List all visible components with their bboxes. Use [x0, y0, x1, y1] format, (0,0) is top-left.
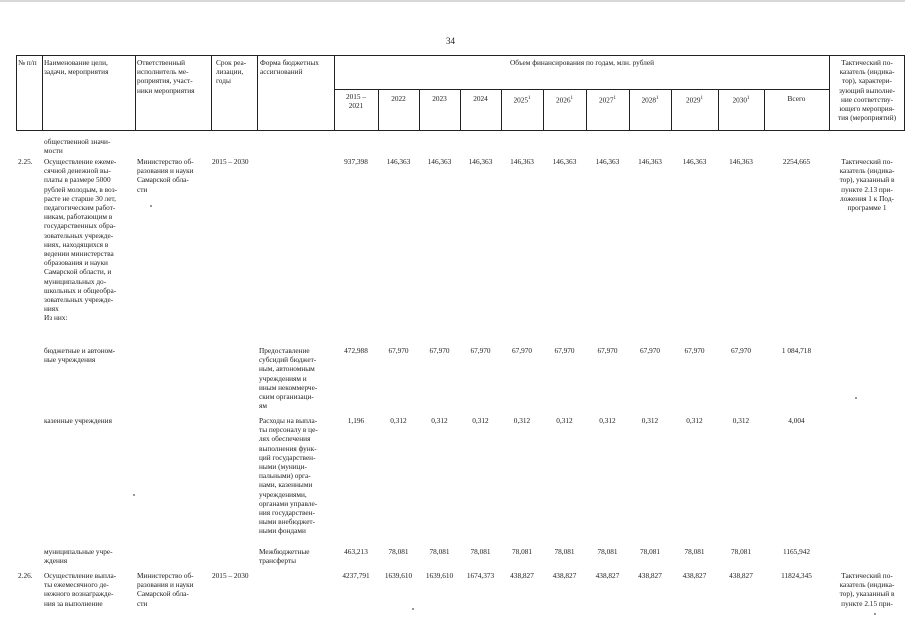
row-term: 2015 – 2030 [212, 157, 249, 166]
scan-speck [855, 397, 857, 399]
table-rule [257, 55, 258, 131]
year-footnote-mark: 1 [528, 96, 531, 101]
year-footnote-mark: 1 [570, 96, 574, 101]
row-value: 0,312 [599, 416, 616, 425]
year-header-2: 2023 [432, 94, 447, 103]
scan-speck [133, 494, 135, 496]
scan-speck [412, 608, 414, 610]
row-value: 67,970 [684, 346, 705, 355]
row-value: 146,363 [729, 157, 753, 166]
table-rule [16, 55, 17, 131]
table-rule [135, 55, 136, 131]
row-name: муниципальные учре- ждения [44, 547, 113, 566]
row-value: 0,312 [641, 416, 659, 425]
row-value: 67,970 [597, 346, 618, 355]
row-value: 67,970 [470, 346, 491, 355]
row-value: 78,081 [730, 547, 752, 556]
row-value: 78,081 [684, 547, 705, 556]
year-footnote-mark: 1 [747, 96, 750, 101]
row-value: 0,312 [686, 416, 703, 425]
year-header-4: 2025$^1$ [513, 95, 531, 105]
row-value: 4,004 [788, 416, 805, 425]
row-value: 1639,610 [384, 571, 413, 580]
row-value: 78,081 [554, 547, 575, 556]
row-value: 146,363 [468, 157, 493, 166]
row-name: казенные учреждения [44, 416, 112, 425]
row-value: 146,363 [638, 157, 662, 166]
row-value: 146,363 [427, 157, 452, 166]
row-value: 78,081 [511, 547, 533, 556]
row-indicator: Тактический по- казатель (индика- тор), указанный в пункте 2.15 при- [839, 571, 895, 608]
row-value: 937,398 [344, 157, 368, 166]
row-value: 146,363 [510, 157, 534, 166]
row-value: 1,196 [347, 416, 365, 425]
row-value: 1674,373 [466, 571, 495, 580]
row-value: 146,363 [386, 157, 411, 166]
row-form: Расходы на выпла- ты персоналу в це- лях обеспечения выполнения функ- ций государствен- ными (муници- пальными) орга- нами, казенными учреждениями, органами управле- ния государствен- ными внебюджет- ными фондами [259, 416, 318, 536]
row-value: 146,363 [595, 157, 620, 166]
row-value: 438,827 [638, 571, 662, 580]
row-value: 11824,345 [781, 571, 812, 580]
carryover-text: общественной значи- мости [44, 137, 111, 156]
row-value: 146,363 [682, 157, 707, 166]
table-rule [211, 55, 212, 131]
header-volume: Объем финансирования по годам, млн. рублей [509, 58, 655, 67]
row-value: 67,970 [730, 346, 752, 355]
table-rule [334, 89, 829, 90]
row-value: 0,312 [732, 416, 750, 425]
row-value: 78,081 [639, 547, 661, 556]
year-header-9: 2030$^1$ [732, 95, 750, 105]
header-term: Срок реа- лизации, годы [216, 58, 247, 86]
row-value: 67,970 [511, 346, 533, 355]
page-number: 34 [446, 36, 455, 46]
row-value: 78,081 [597, 547, 618, 556]
scan-speck [150, 205, 152, 207]
year-header-3: 2024 [473, 94, 488, 103]
row-value: 0,312 [556, 416, 573, 425]
row-value: 146,363 [552, 157, 577, 166]
row-value: 78,081 [470, 547, 491, 556]
scan-top-edge [0, 0, 905, 2]
row-value: 0,312 [431, 416, 448, 425]
row-value: 1 084,718 [781, 346, 812, 355]
row-value: 67,970 [388, 346, 409, 355]
row-name: бюджетные и автоном- ные учреждения [44, 346, 116, 365]
row-executor: Министерство об- разования и науки Самарской обла- сти [137, 571, 194, 608]
row-form: Межбюджетные трансферты [259, 547, 310, 566]
year-footnote-mark: 1 [613, 96, 617, 101]
row-value: 1165,942 [782, 547, 811, 556]
row-number: 2.25. [18, 157, 33, 166]
table-rule [16, 55, 904, 56]
table-rule [42, 55, 43, 131]
row-value: 0,312 [513, 416, 531, 425]
row-name: Осуществление ежеме- сячной денежной вы- платы в размере 5000 рублей молодым, в воз- расте не старше 30 лет, педагогическим работ- никам, работающим в государственных обра- зовательных учрежде- ниях, находящихся в ведении министерства образования и науки Самарской области, и муниципальных до- школьных и общеобра- зовательных учрежде- ниях Из них: [44, 157, 118, 323]
year-header-7: 2028$^1$ [641, 95, 659, 105]
year-header-5: 2026$^1$ [555, 95, 574, 105]
scan-speck [874, 613, 876, 615]
row-value: 78,081 [388, 547, 409, 556]
year-footnote-mark: 1 [656, 96, 659, 101]
row-value: 0,312 [472, 416, 489, 425]
header-name: Наименование цели, задачи, мероприятия [44, 58, 109, 77]
year-header-0: 2015 – 2021 [345, 92, 367, 111]
row-value: 438,827 [729, 571, 753, 580]
row-term: 2015 – 2030 [212, 571, 249, 580]
row-value: 463,213 [344, 547, 368, 556]
year-header-8: 2029$^1$ [685, 95, 704, 105]
row-value: 67,970 [639, 346, 661, 355]
year-header-6: 2027$^1$ [598, 95, 617, 105]
row-executor: Министерство об- разования и науки Самарской обла- сти [137, 157, 194, 194]
row-indicator: Тактический по- казатель (индика- тор), указанный в пункте 2.13 при- ложения 1 к Под- программе 1 [839, 157, 895, 213]
header-indicator: Тактический по- казатель (индика- тор), характери- зующий выполне- ние соответству- ющего мероприя- тия (мероприятий) [837, 58, 897, 123]
row-value: 78,081 [429, 547, 450, 556]
year-footnote-mark: 1 [700, 96, 704, 101]
row-value: 438,827 [682, 571, 707, 580]
row-value: 67,970 [429, 346, 450, 355]
row-value: 4237,791 [342, 571, 370, 580]
row-name: Осуществление выпла- ты ежемесячного де- нежного вознагражде- ния за выполнение [44, 571, 117, 608]
header-form: Форма бюджетных ассигнований [260, 58, 319, 77]
row-value: 472,988 [344, 346, 368, 355]
row-value: 1639,610 [425, 571, 454, 580]
row-value: 438,827 [510, 571, 534, 580]
year-header-10: Всего [787, 94, 806, 103]
row-value: 2254,665 [782, 157, 811, 166]
row-value: 67,970 [554, 346, 575, 355]
row-value: 438,827 [595, 571, 620, 580]
row-value: 438,827 [552, 571, 577, 580]
header-num: № п/п [18, 58, 37, 67]
year-header-1: 2022 [391, 94, 406, 103]
row-form: Предоставление субсидий бюджет- ным, автономным учреждениям и иным некоммерче- ским организаци- ям [259, 346, 318, 411]
row-number: 2.26. [18, 571, 33, 580]
row-value: 0,312 [390, 416, 407, 425]
header-executor: Ответственный исполнитель ме- роприятия, участ- ники мероприятия [137, 58, 195, 95]
